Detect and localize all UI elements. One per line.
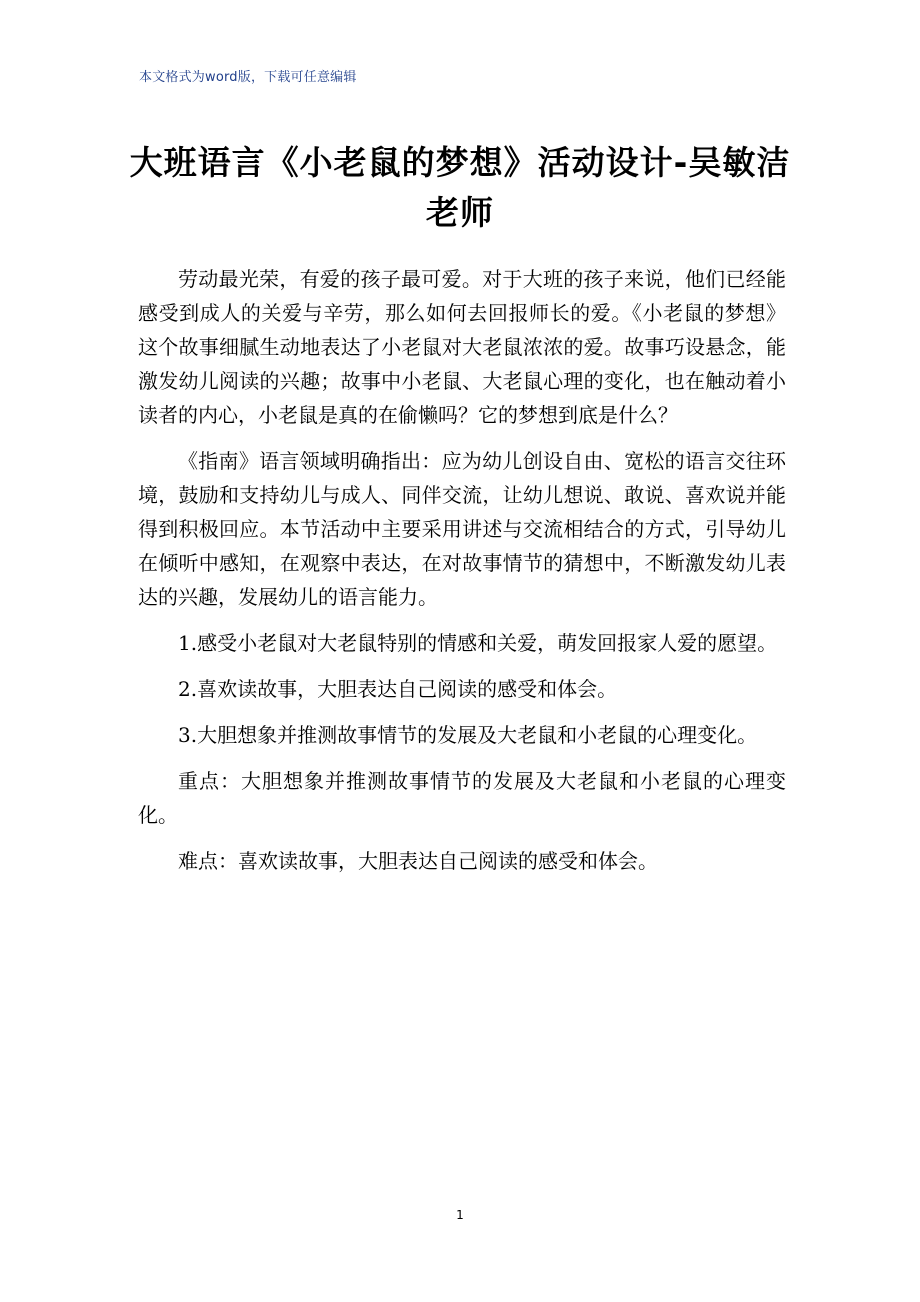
goal-1: 1.感受小老鼠对大老鼠特别的情感和关爱，萌发回报家人爱的愿望。 (178, 631, 778, 655)
header-note: 本文格式为word版，下载可任意编辑 (139, 70, 357, 85)
page-number: 1 (456, 1208, 464, 1222)
key-point: 重点：大胆想象并推测故事情节的发展及大老鼠和小老鼠的心理变化。 (138, 769, 786, 827)
difficult-point: 难点：喜欢读故事，大胆表达自己阅读的感受和体会。 (178, 849, 658, 873)
paragraph-intro: 劳动最光荣，有爱的孩子最可爱。对于大班的孩子来说，他们已经能感受到成人的关爱与辛劳，那么如何去回报师长的爱。《小老鼠的梦想》这个故事细腻生动地表达了小老鼠对大老鼠浓浓的爱。故事巧设悬念，能激发幼儿阅读的兴趣；故事中小老鼠、大老鼠心理的变化，也在触动着小读者的内心，小老鼠是真的在偷懒吗？它的梦想到底是什么？ (138, 267, 786, 427)
document-title: 大班语言《小老鼠的梦想》活动设计-吴敏洁老师 (129, 143, 791, 232)
goal-3: 3.大胆想象并推测故事情节的发展及大老鼠和小老鼠的心理变化。 (178, 723, 758, 747)
document-body (138, 262, 786, 890)
goal-2: 2.喜欢读故事，大胆表达自己阅读的感受和体会。 (178, 677, 618, 701)
paragraph-guideline: 《指南》语言领域明确指出：应为幼儿创设自由、宽松的语言交往环境，鼓励和支持幼儿与成人、同伴交流，让幼儿想说、敢说、喜欢说并能得到积极回应。本节活动中主要采用讲述与交流相结合的方式，引导幼儿在倾听中感知，在观察中表达，在对故事情节的猜想中，不断激发幼儿表达的兴趣，发展幼儿的语言能力。 (138, 449, 786, 609)
